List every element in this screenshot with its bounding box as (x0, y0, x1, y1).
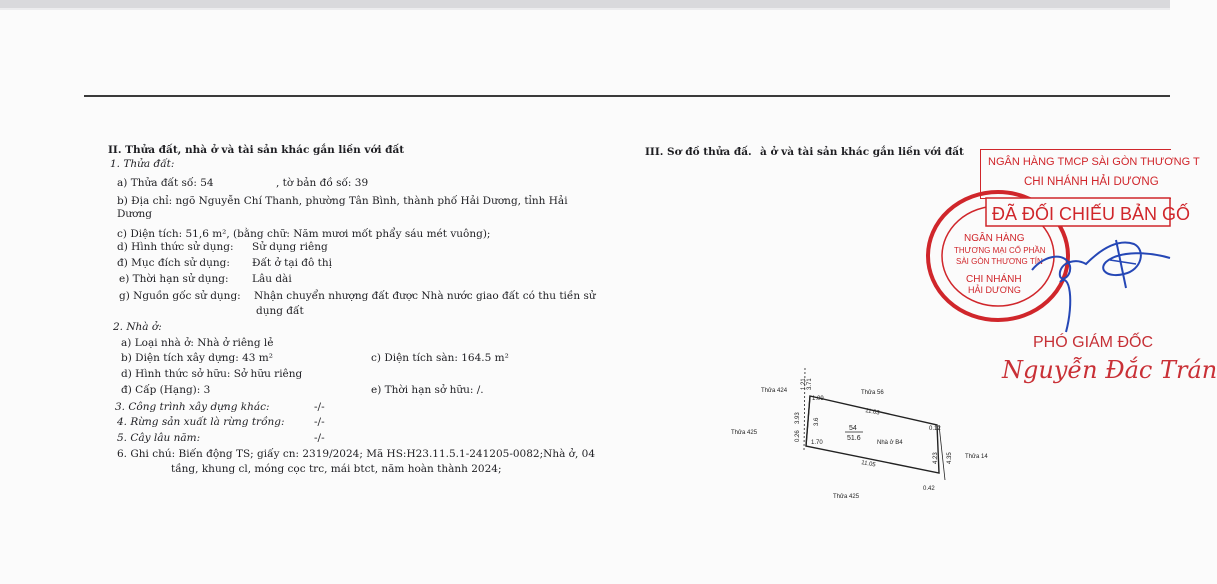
dim-right-bottom: 0.42 (923, 486, 935, 492)
term-label: e) Thời hạn sử dụng: (119, 273, 229, 285)
use-form-value: Sử dụng riêng (252, 241, 328, 253)
land-heading: 1. Thửa đất: (110, 158, 175, 170)
dim-bottom: 11.05 (860, 460, 877, 469)
built-area: b) Diện tích xây dựng: 43 m² (121, 352, 273, 364)
label-west-parcel: Thửa 425 (731, 430, 758, 436)
address-line2: Dương (117, 208, 152, 220)
seal-line5: HẢI DƯƠNG (968, 285, 1021, 295)
term-value: Lâu dài (252, 273, 292, 285)
forest-label: 4. Rừng sản xuất là rừng trồng: (117, 416, 285, 428)
dim-left-v3: 3.6 (814, 417, 820, 426)
seal-line1: NGÂN HÀNG (964, 233, 1025, 244)
dim-left-a: 1.09 (812, 396, 824, 402)
forest-value: -/- (314, 416, 325, 428)
dim-right-side2: 4.35 (947, 452, 953, 464)
dim-top: 11.03 (864, 408, 881, 417)
section3-heading-part1: III. Sơ đồ thửa đấ. (645, 146, 752, 158)
purpose-label: đ) Mục đích sử dụng: (117, 257, 230, 269)
seal-line3: SÀI GÒN THƯƠNG TÍN (956, 257, 1043, 266)
top-bar (0, 0, 1170, 8)
map-sheet: , tờ bản đồ số: 39 (276, 177, 369, 189)
parcel-number-label: 54 (849, 425, 857, 432)
address-line1: b) Địa chỉ: ngõ Nguyễn Chí Thanh, phường Tân Bình, thành phố Hải Dương, tỉnh Hải (117, 195, 568, 207)
section2-heading: II. Thửa đất, nhà ở và tài sản khác gắn liền với đất (108, 144, 405, 156)
house-type: a) Loại nhà ở: Nhà ở riêng lẻ (121, 337, 274, 349)
signer-name: Nguyễn Đắc Trán (1002, 356, 1217, 384)
parcel-area-label: 51.6 (847, 435, 861, 442)
origin-line1: Nhận chuyển nhượng đất được Nhà nước giao đất có thu tiền sử (254, 290, 596, 302)
label-top-parcel: Thửa 56 (861, 390, 884, 396)
house-grade: đ) Cấp (Hạng): 3 (121, 384, 211, 396)
parcel-number: a) Thửa đất số: 54 (117, 177, 214, 189)
dim-left-c: 0.26 (795, 430, 801, 442)
other-works-label: 3. Công trình xây dựng khác: (115, 401, 270, 413)
header-rule (84, 95, 1170, 97)
seal-line4: CHI NHÁNH (966, 274, 1022, 285)
origin-line2: dụng đất (256, 305, 304, 317)
use-form-label: d) Hình thức sử dụng: (117, 241, 234, 253)
top-bar-shadow (0, 8, 1170, 10)
dim-right-side: 4.23 (933, 452, 939, 464)
dim-left-b: 1.70 (811, 440, 823, 446)
copy-cert-text: ĐÃ ĐỐI CHIẾU BẢN GỐ (992, 204, 1191, 224)
parcel-east-dim-line (939, 425, 945, 480)
note-line2: tầng, khung cl, móng cọc trc, mái btct, năm hoàn thành 2024; (171, 463, 502, 475)
land-parcel-diagram (725, 360, 1000, 505)
perennial-label: 5. Cây lâu năm: (117, 432, 201, 444)
house-label: Nhà ở B4 (877, 440, 903, 446)
dim-left-v2: 3.71 (807, 378, 813, 390)
signature-tail (1060, 280, 1070, 332)
bank-name-line1: NGÂN HÀNG TMCP SÀI GÒN THƯƠNG T (988, 156, 1200, 168)
seal-and-signature (920, 192, 1191, 342)
dim-left-d: 3.93 (795, 412, 801, 424)
area-line: c) Diện tích: 51,6 m², (bằng chữ: Năm mươi mốt phẩy sáu mét vuông); (117, 228, 491, 240)
other-works-value: -/- (314, 401, 325, 413)
seal-line2: THƯƠNG MẠI CỔ PHẦN (954, 246, 1046, 255)
origin-label: g) Nguồn gốc sử dụng: (119, 290, 241, 302)
section3-heading-part2: à ở và tài sản khác gắn liền với đất (760, 146, 964, 158)
label-south-parcel: Thửa 425 (833, 494, 860, 500)
dim-left-v1: 1.21 (801, 378, 807, 390)
signature-mark (1116, 240, 1126, 288)
house-heading: 2. Nhà ở: (113, 321, 162, 333)
note-line1: 6. Ghi chú: Biến động TS; giấy cn: 2319/2024; Mã HS:H23.11.5.1-241205-0082;Nhà ở, 04 (117, 448, 596, 460)
signature-cross (1110, 260, 1136, 264)
parcel-west-edge (806, 396, 810, 446)
ownership-form: d) Hình thức sở hữu: Sở hữu riêng (121, 368, 303, 380)
dim-right-top: 0.12 (929, 426, 941, 432)
deputy-director-title: PHÓ GIÁM ĐỐC (1033, 334, 1154, 351)
label-east-parcel: Thửa 14 (965, 454, 988, 460)
purpose-value: Đất ở tại đô thị (252, 257, 333, 269)
floor-area: c) Diện tích sàn: 164.5 m² (371, 352, 509, 364)
ownership-term: e) Thời hạn sở hữu: /. (371, 384, 484, 396)
bank-name-line2: CHI NHÁNH HẢI DƯƠNG (1024, 176, 1159, 188)
perennial-value: -/- (314, 432, 325, 444)
label-north-parcel: Thửa 424 (761, 388, 788, 394)
